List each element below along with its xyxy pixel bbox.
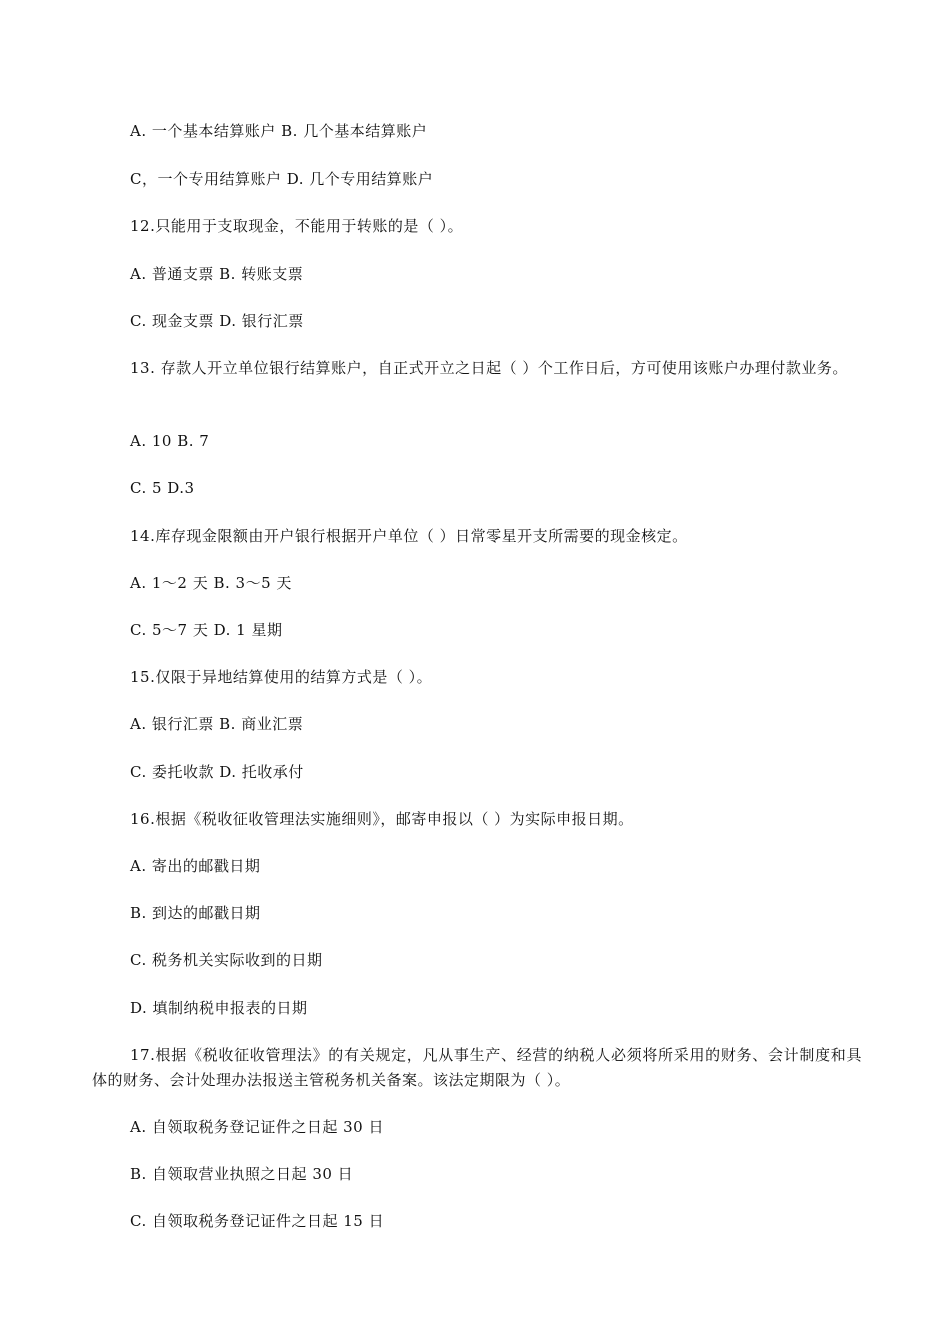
option-16-b: B. 到达的邮戳日期: [130, 904, 261, 922]
option-line-15-cd: C. 委托收款 D. 托收承付: [130, 763, 304, 781]
question-15: 15.仅限于异地结算使用的结算方式是（ ）。: [130, 668, 433, 686]
question-17: 17.根据《税收征收管理法》的有关规定，凡从事生产、经营的纳税人必须将所采用的财务、会计制度和具体的财务、会计处理办法报送主管税务机关备案。该法定期限为（ ）。: [92, 1046, 862, 1089]
question-14: 14.库存现金限额由开户银行根据开户单位（ ）日常零星开支所需要的现金核定。: [130, 527, 688, 545]
option-17-b: B. 自领取营业执照之日起 30 日: [130, 1165, 354, 1183]
option-17-a: A. 自领取税务登记证件之日起 30 日: [130, 1118, 384, 1136]
option-17-c: C. 自领取税务登记证件之日起 15 日: [130, 1212, 385, 1230]
question-12: 12.只能用于支取现金，不能用于转账的是（ ）。: [130, 217, 464, 235]
question-16: 16.根据《税收征收管理法实施细则》，邮寄申报以（ ）为实际申报日期。: [130, 810, 634, 828]
option-line-11-cd: C，一个专用结算账户 D. 几个专用结算账户: [130, 170, 434, 188]
option-16-a: A. 寄出的邮戳日期: [130, 857, 261, 875]
option-line-13-cd: C. 5 D.3: [130, 479, 195, 497]
option-line-12-cd: C. 现金支票 D. 银行汇票: [130, 312, 304, 330]
option-line-14-ab: A. 1～2 天 B. 3～5 天: [130, 574, 292, 592]
option-line-12-ab: A. 普通支票 B. 转账支票: [130, 265, 304, 283]
option-line-15-ab: A. 银行汇票 B. 商业汇票: [130, 715, 304, 733]
option-line-11-ab: A. 一个基本结算账户 B. 几个基本结算账户: [130, 122, 428, 140]
question-13: 13. 存款人开立单位银行结算账户，自正式开立之日起（ ）个工作日后，方可使用该账户办理付款业务。: [130, 359, 848, 377]
option-line-13-ab: A. 10 B. 7: [130, 432, 210, 450]
option-16-d: D. 填制纳税申报表的日期: [130, 999, 308, 1017]
option-line-14-cd: C. 5～7 天 D. 1 星期: [130, 621, 283, 639]
option-16-c: C. 税务机关实际收到的日期: [130, 951, 323, 969]
